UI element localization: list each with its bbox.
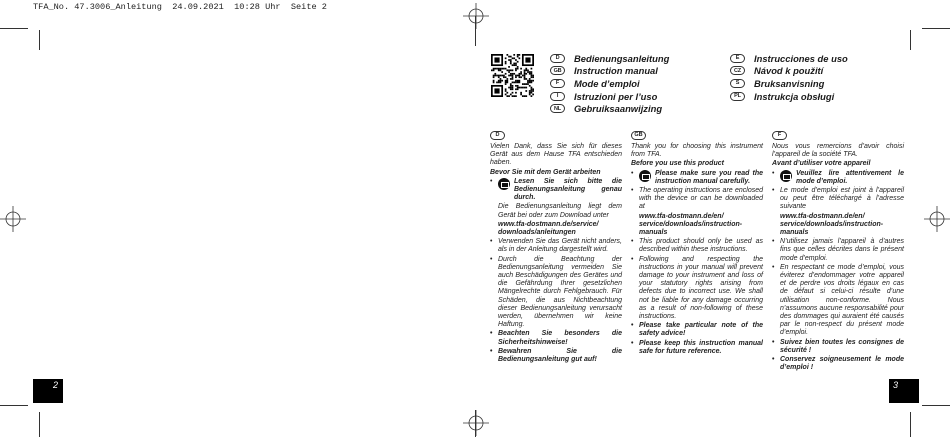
download-url: www.tfa-dostmann.de/en/ service/downloads/instruction-manuals — [780, 212, 884, 237]
language-name: Bedienungsanleitung — [574, 52, 670, 64]
language-name: Bruksanvisning — [754, 77, 825, 89]
list-item: • Conservez soigneusement le mode d’emploi ! — [772, 356, 904, 372]
language-code-badge: CZ — [730, 66, 745, 75]
language-list-left — [550, 52, 669, 115]
language-item — [730, 77, 848, 90]
intro-text: Vielen Dank, dass Sie sich für dieses Gerät aus dem Hause TFA entschieden haben. — [490, 143, 622, 167]
download-text: Die Bedienungsanleitung liegt dem Gerät bei oder zum Download unter — [498, 203, 622, 219]
language-item — [550, 65, 669, 78]
download-url: www.tfa-dostmann.de/en/ service/downloads/instruction-manuals — [639, 212, 743, 237]
list-item: • En respectant ce mode d’emploi, vous éviterez d’endommager votre appareil et de perdre vos droits légaux en cas de défaut si celui-ci résulte d’une utilisation non-conforme. Nous n’assumons aucune responsabilité pour des dommages qui auraient été causés par le non-respect du présent mode d’emploi. — [772, 264, 904, 338]
language-code-badge: S — [730, 79, 745, 88]
registration-mark-right-icon — [924, 206, 950, 232]
language-code-badge: F — [550, 79, 565, 88]
list-item: • Suivez bien toutes les consignes de sécurité ! — [772, 339, 904, 355]
list-item — [631, 187, 763, 237]
list-item: • N’utilisez jamais l’appareil à d’autres fins que celles décrites dans le présent mode d’emploi. — [772, 238, 904, 263]
crop-mark-bottom-left-v — [39, 412, 40, 437]
section-heading: Avant d’utiliser votre appareil — [772, 160, 871, 168]
crop-mark-top-right-h — [922, 28, 950, 29]
language-name: Instrucciones de uso — [754, 52, 848, 64]
instruction-list — [490, 178, 622, 364]
section-code-badge: D — [490, 131, 505, 140]
language-item — [550, 102, 669, 115]
crop-mark-top-right-v — [910, 30, 911, 50]
list-item: • Verwenden Sie das Gerät nicht anders, als in der Anleitung dargestellt wird. — [490, 238, 622, 254]
instruction-list — [631, 170, 763, 356]
crop-mark-top-left-h — [0, 28, 28, 29]
list-item: • Please keep this instruction manual safe for future reference. — [631, 340, 763, 356]
read-manual-text: • Veuillez lire attentivement le mode d’emploi. — [796, 169, 904, 185]
column-french — [772, 131, 904, 373]
page-number-right — [889, 379, 919, 403]
list-item — [772, 170, 904, 186]
section-heading: Bevor Sie mit dem Gerät arbeiten — [490, 168, 601, 176]
language-name: Gebruiksaanwijzing — [574, 103, 663, 115]
crop-mark-bottom-right-h — [922, 405, 950, 406]
language-item — [550, 90, 669, 103]
registration-mark-top-icon — [463, 3, 489, 29]
instruction-list — [772, 170, 904, 373]
qr-code-icon — [491, 54, 534, 97]
language-name: Istruzioni per l’uso — [574, 90, 658, 102]
list-item: • This product should only be used as described within these instructions. — [631, 238, 763, 254]
read-manual-icon — [639, 170, 651, 182]
column-german — [490, 131, 622, 365]
list-item — [490, 178, 622, 203]
language-item — [550, 77, 669, 90]
list-item — [490, 203, 622, 237]
language-code-badge: PL — [730, 92, 745, 101]
language-code-badge: NL — [550, 104, 565, 113]
download-text: • The operating instructions are enclosed with the device or can be downloaded at — [639, 187, 763, 211]
intro-text: Thank you for choosing this instrument from TFA. — [631, 143, 763, 159]
read-manual-icon — [498, 178, 510, 190]
list-item — [772, 187, 904, 237]
registration-mark-left-icon — [0, 206, 26, 232]
language-item — [730, 52, 848, 65]
page-number-right-label: 3 — [893, 380, 899, 390]
registration-mark-bottom-icon — [463, 410, 489, 436]
list-item: • Durch die Beachtung der Bedienungsanleitung vermeiden Sie auch Beschädigungen des Gerätes und die Gefährdung Ihrer gesetzlichen Mängelrechte durch Fehlgebrauch. Für Schäden, die aus Nichtbeachtung dieser Bedienungsanleitung verursacht werden, übernehmen wir keine Haftung. — [490, 256, 622, 330]
page-number-left-label: 2 — [53, 380, 59, 390]
language-name: Návod k použití — [754, 65, 824, 77]
download-url: www.tfa-dostmann.de/service/ downloads/anleitungen — [498, 220, 599, 237]
language-item — [550, 52, 669, 65]
read-manual-icon — [780, 170, 792, 182]
download-text: • Le mode d’emploi est joint à l’appareil ou peut être téléchargé à l’adresse suivante — [780, 187, 904, 211]
intro-text: Nous vous remercions d’avoir choisi l’appareil de la société TFA. — [772, 143, 904, 159]
column-english — [631, 131, 763, 357]
language-name: Mode d’emploi — [574, 77, 640, 89]
language-code-badge: D — [550, 54, 565, 63]
list-item: • Please take particular note of the safety advice! — [631, 322, 763, 338]
list-item — [631, 170, 763, 186]
crop-mark-bottom-left-h — [0, 405, 28, 406]
crop-mark-top-left-v — [39, 30, 40, 50]
section-code-badge: F — [772, 131, 787, 140]
list-item: • Following and respecting the instructions in your manual will prevent damage to your instrument and loss of your statutory rights arising from defects due to incorrect use. We shall not be liable for any damage occurring as a result of non-following of these instructions. — [631, 256, 763, 322]
language-list-right — [730, 52, 848, 102]
language-name: Instruction manual — [574, 65, 658, 77]
section-heading: Before you use this product — [631, 160, 724, 168]
print-slug-line: TFA_No. 47.3006_Anleitung 24.09.2021 10:28 Uhr Seite 2 — [33, 2, 327, 12]
crop-mark-bottom-right-v — [910, 412, 911, 437]
read-manual-text: • Please make sure you read the instruction manual carefully. — [655, 169, 763, 185]
language-item — [730, 65, 848, 78]
read-manual-text: • Lesen Sie sich bitte die Bedienungsanleitung genau durch. — [514, 177, 622, 202]
section-code-badge: GB — [631, 131, 646, 140]
page-number-left — [33, 379, 63, 403]
list-item: • Bewahren Sie die Bedienungsanleitung gut auf! — [490, 348, 622, 364]
list-item: • Beachten Sie besonders die Sicherheitshinweise! — [490, 330, 622, 346]
language-code-badge: E — [730, 54, 745, 63]
language-name: Instrukcja obsługi — [754, 90, 835, 102]
language-code-badge: GB — [550, 66, 565, 75]
language-item — [730, 90, 848, 103]
language-code-badge: I — [550, 92, 565, 101]
